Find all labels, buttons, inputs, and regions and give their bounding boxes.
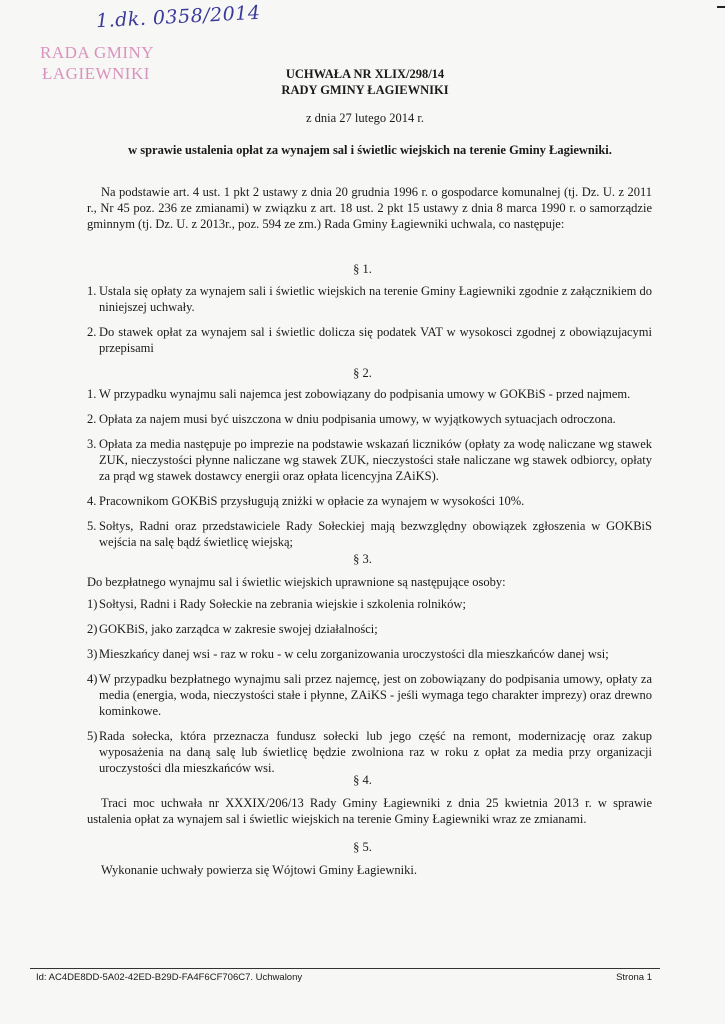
section-5-title: § 5. (353, 840, 372, 854)
handwritten-registration-note: 1.dk. 0358/2014 (95, 1, 261, 33)
section-1-title: § 1. (353, 262, 372, 276)
section-3-title: § 3. (353, 552, 372, 566)
list-item: 5) Rada sołecka, która przeznacza fundusz sołecki lub jego część na remont, modernizację oraz zakup wyposażenia na daną salę lub świetlicę będzie zwolniona raz w roku z opłat za media przy organizacji uroczystości dla mieszkańców wsi. (87, 729, 652, 775)
section-4-text: Traci moc uchwała nr XXXIX/206/13 Rady Gminy Łagiewniki z dnia 25 kwietnia 2013 r. w sprawie ustalenia opłat za wynajem sal i świetlic wiejskich na terenie Gminy Łagiewniki wraz ze zmianami. (87, 796, 652, 826)
footer-divider (30, 968, 660, 969)
list-item: 1) Sołtysi, Radni i Rady Sołeckie na zebrania wiejskie i szkolenia rolników; (87, 597, 466, 611)
resolution-number: UCHWAŁA NR XLIX/298/14 (285, 67, 445, 81)
list-item: 4) W przypadku bezpłatnego wynajmu sali przez najemcę, jest on zobowiązany do podpisania umowy, opłaty za media (energia, woda, nieczystości stałe i płynne, ZAiKS - jeśli wymaga tego charakter imprezy) oraz drewno kominkowe. (87, 672, 652, 718)
stamp-line-1: RADA GMINY (40, 43, 155, 62)
stamp-line-2: ŁAGIEWNIKI (42, 64, 150, 83)
list-item: 2. Opłata za najem musi być uiszczona w dniu podpisania umowy, w wyjątkowych sytuacjach odroczona. (87, 412, 616, 426)
list-item: 4. Pracownikom GOKBiS przysługują zniżki w opłacie za wynajem w wysokości 10%. (87, 494, 525, 508)
list-item: 2) GOKBiS, jako zarządca w zakresie swojej działalności; (87, 622, 378, 636)
section-4-title: § 4. (353, 773, 372, 787)
document-id: Id: AC4DE8DD-5A02-42ED-B29D-FA4F6CF706C7. Uchwalony (36, 972, 303, 983)
resolution-header (200, 66, 530, 98)
section-3-intro: Do bezpłatnego wynajmu sal i świetlic wiejskich uprawnione są następujące osoby: (87, 575, 506, 589)
section-5-text: Wykonanie uchwały powierza się Wójtowi Gminy Łagiewniki. (101, 863, 417, 877)
section-1-list (87, 283, 652, 365)
resolution-subject: w sprawie ustalenia opłat za wynajem sal i świetlic wiejskich na terenie Gminy Łagiewniki. (128, 143, 612, 157)
section-2-list (87, 386, 652, 559)
list-item: 5. Sołtys, Radni oraz przedstawiciele Rady Sołeckiej mają bezwzględny obowiązek zgłoszenia w GOKBiS wejścia na salę bądź świetlicę wiejską; (87, 519, 652, 549)
list-item: 3. Opłata za media następuje po imprezie na podstawie wskazań liczników (opłaty za wodę naliczane wg stawek ZUK, nieczystości płynne naliczane wg stawek ZUK, nieczystości stałe naliczane wg stawek odbiorcy, opłaty za prąd wg stawek dostawcy energii oraz opłata licencyjna ZAiKS). (87, 437, 652, 483)
page-number: Strona 1 (616, 972, 652, 983)
legal-basis-paragraph: Na podstawie art. 4 ust. 1 pkt 2 ustawy z dnia 20 grudnia 1996 r. o gospodarce komunalnej (tj. Dz. U. z 2011 r., Nr 45 poz. 236 ze zmianami) w związku z art. 18 ust. 2 pkt 15 ustawy z dnia 8 marca 1990 r. o samorządzie gminnym (tj. Dz. U. z 2013r., poz. 594 ze zm.) Rada Gminy Łagiewniki uchwala, co następuje: (87, 185, 652, 231)
section-3-list (87, 596, 652, 785)
list-item: 1. W przypadku wynajmu sali najemca jest zobowiązany do podpisania umowy w GOKBiS - przed najmem. (87, 387, 631, 401)
list-item: 2. Do stawek opłat za wynajem sal i świetlic dolicza się podatek VAT w wysokosci zgodnej z obowiązujacymi przepisami (87, 325, 652, 355)
section-2-title: § 2. (353, 366, 372, 380)
council-name: RADY GMINY ŁAGIEWNIKI (281, 83, 449, 97)
resolution-date: z dnia 27 lutego 2014 r. (305, 111, 425, 125)
list-item: 3) Mieszkańcy danej wsi - raz w roku - w celu zorganizowania uroczystości dla mieszkańców danej wsi; (87, 647, 609, 661)
council-stamp (40, 42, 180, 84)
edge-mark (717, 6, 725, 8)
list-item: 1. Ustala się opłaty za wynajem sali i świetlic wiejskich na terenie Gminy Łagiewniki zgodnie z załącznikiem do niniejszej uchwały. (87, 284, 652, 314)
